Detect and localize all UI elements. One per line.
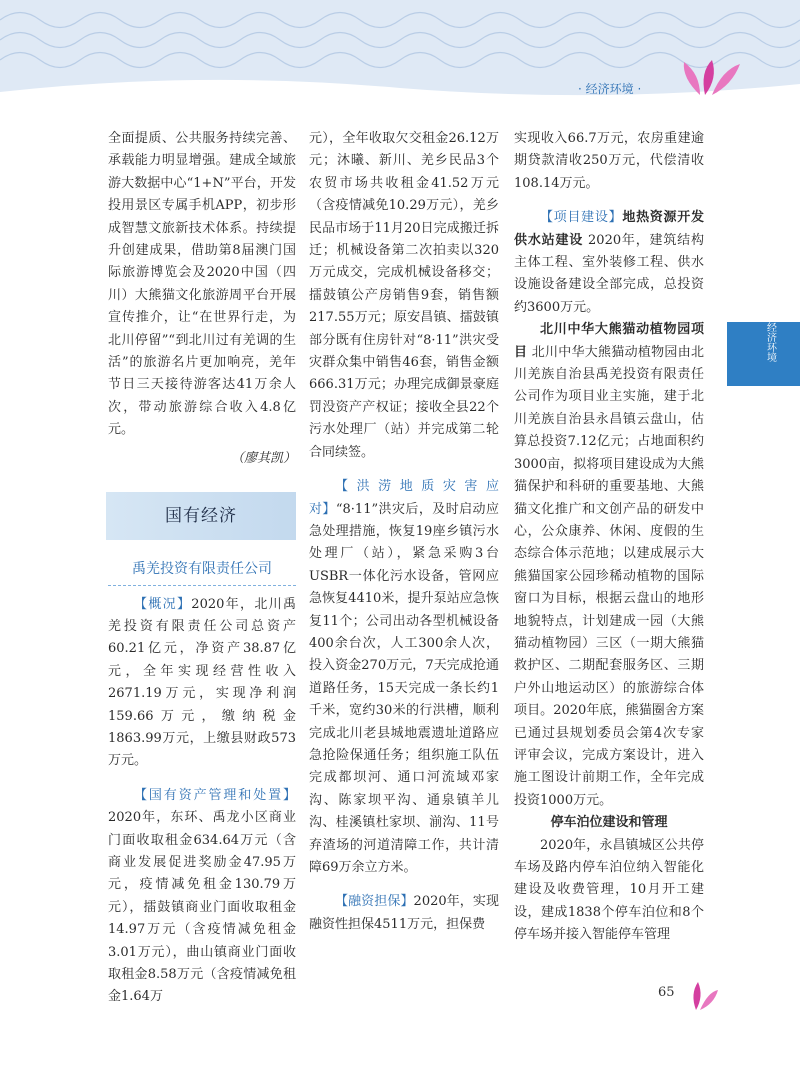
asset-text: 2020年，东环、禹龙小区商业门面收取租金634.64万元（含商业发展促进奖励金47.95万元，疫情减免租金130.79万元），擂鼓镇商业门面收取租金14.97万元（含疫情减免租金3.01万元），曲山镇商业门面收取租金8.58万元（含疫情减免租金1.64万 [108, 810, 296, 1005]
parking-title: 停车泊位建设和管理 [550, 815, 668, 831]
lotus-logo-icon [684, 60, 740, 95]
banner-title: 国有经济 [165, 505, 237, 526]
side-section-tab: 经济环境 [727, 322, 800, 386]
paragraph-project [514, 207, 704, 319]
paragraph-asset [108, 785, 296, 1009]
paragraph-finance [309, 891, 499, 936]
wave-pattern-icon [0, 0, 800, 105]
flood-text: “8·11”洪灾后，及时启动应急处理措施，恢复19座乡镇污水处理厂（站），紧急采购3台USBR一体化污水设备，管网应急恢复4410米，提升泵站应急恢复11个；公司出动各型机械设备400余台次，人工300余人次，投入资金270万元，7天完成抢通道路任务，15天完成一条长约1千米，宽约30米的行洪槽，顺利完成北川老县城地震遗址道路应急抢险保通任务；组织施工队伍完成都坝河、通口河流域邓家沟、陈家坝平沟、通泉镇羊儿沟、桂溪镇杜家坝、湔沟、11号弃渣场的河道清障工作，共计清障69万余立方米。 [309, 501, 499, 875]
section-tag: · 经济环境 · [578, 82, 642, 96]
paragraph-panda [514, 319, 704, 812]
finance-tag: 【融资担保】 [335, 894, 414, 910]
paragraph-guarantee: 实现收入66.7万元，农房重建逾期贷款清收250万元，代偿清收108.14万元。 [514, 131, 704, 191]
paragraph-overview [108, 594, 296, 773]
paragraph-flood [309, 476, 499, 879]
overview-text: 2020年，北川禹羌投资有限责任公司总资产60.21亿元，净资产38.87亿元，全年实现经营性收入2671.19万元，实现净利润159.66万元，缴纳税金1863.99万元，上缴县财政573万元。 [108, 596, 296, 769]
wave-header-decoration [0, 0, 800, 105]
project-text: 2020年，建筑结构主体工程、室外装修工程、供水设施设备建设全部完成，总投资约3600万元。 [514, 232, 704, 315]
section-banner [106, 492, 296, 540]
flood-tag: 【洪涝地质灾害应对】 [309, 479, 499, 517]
paragraph-tourism: 全面提质、公共服务持续完善、承载能力明显增强。建成全域旅游大数据中心“1+N”平台，开发投用景区专属手机APP，初步形成智慧文旅新技术体系。持续提升创建成果，借助第8届澳门国际旅游博览会及2020中国（四川）大熊猫文化旅游周平台开展宣传推介，让“在世界行走，为北川停留”“到北川过有羌调的生活”的旅游名片更加响亮，羌年节日三天接待游客达41万余人次，带动旅游综合收入4.8亿元。 [108, 131, 296, 438]
author-credit: （廖其凯） [230, 450, 296, 466]
paragraph-parking: 2020年，永昌镇城区公共停车场及路内停车泊位纳入智能化建设及收费管理，10月开工建设，建成1838个停车泊位和8个停车场并接入智能停车管理 [514, 837, 704, 943]
page-number: 65 [658, 985, 675, 1000]
column-3 [514, 128, 704, 947]
column-1 [108, 128, 296, 1009]
panda-title: 北川中华大熊猫动植物园项目 [514, 322, 704, 360]
project-tag: 【项目建设】 [540, 210, 623, 226]
asset-tag: 【国有资产管理和处置】 [134, 787, 296, 803]
overview-tag: 【概况】 [134, 596, 192, 612]
panda-text: 北川中华大熊猫动植物园由北川羌族自治县禹羌投资有限责任公司作为项目业主实施，建于北川羌族自治县永昌镇云盘山，估算总投资7.12亿元；占地面积约3000亩，拟将项目建设成为大熊猫保护和科研的重要基地、大熊猫文化推广和文创产品的研发中心，公众康养、休闲、度假的生态综合体示范地；以建成展示大熊猫国家公园珍稀动植物的国际窗口为目标，根据云盘山的地形地貌特点，计划建成一园（大熊猫动植物园）三区（一期大熊猫救护区、二期配套服务区、三期户外山地运动区）的旅游综合体项目。2020年底，熊猫圈舍方案已通过县规划委员会第4次专家评审会议，完成方案设计，进入施工图设计前期工作，全年完成投资1000万元。 [514, 344, 704, 808]
company-title: 禹羌投资有限责任公司 [108, 558, 296, 585]
project-bold: 地热资源开发供水站建设 [514, 210, 704, 248]
column-2 [309, 128, 499, 936]
paragraph-rent: 元），全年收取欠交租金26.12万元；沐曦、新川、羌乡民品3个农贸市场共收租金41.52万元（含疫情减免10.29万元），羌乡民品市场于11月20日完成搬迁拆迁；机械设备第二次拍卖以320万元成交，完成机械设备移交；擂鼓镇公产房销售9套，销售额217.55万元；原安昌镇、擂鼓镇部分既有住房针对“8·11”洪灾受灾群众集中销售46套，销售金额666.31万元；办理完成御景豪庭罚没资产产权证；接收全县22个污水处理厂（站）并完成第二轮合同续签。 [309, 131, 499, 460]
finance-text: 2020年，实现融资性担保4511万元，担保费 [309, 894, 499, 932]
footer-lotus-icon [678, 976, 718, 1016]
